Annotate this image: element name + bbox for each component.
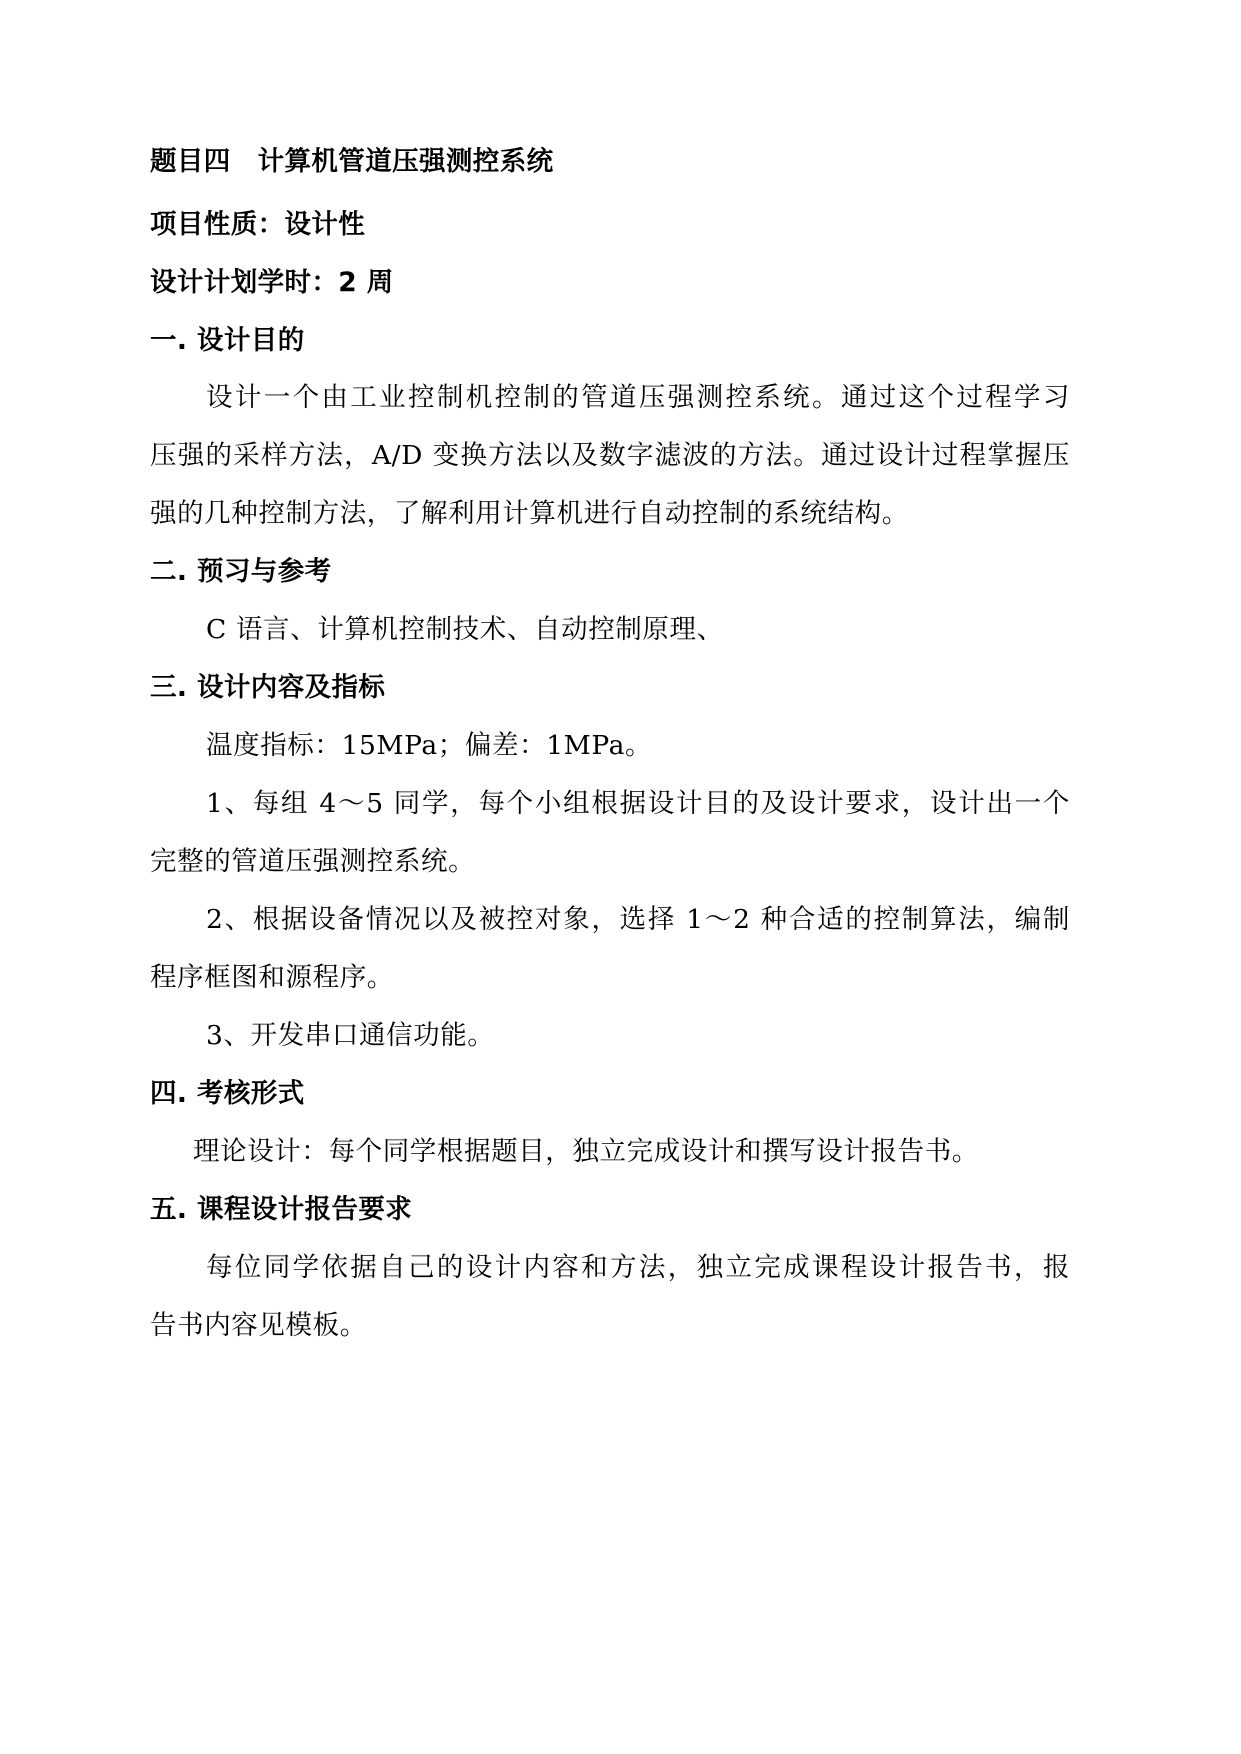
paragraph-line: 完整的管道压强测控系统。 xyxy=(150,846,476,877)
paragraph-line: 1、每组 4～5 同学，每个小组根据设计目的及设计要求，设计出一个 xyxy=(206,788,1070,819)
paragraph-line: 告书内容见模板。 xyxy=(150,1310,367,1341)
paragraph-line: C 语言、计算机控制技术、自动控制原理、 xyxy=(206,614,724,645)
paragraph-line: 3、开发串口通信功能。 xyxy=(206,1020,495,1051)
planned-hours: 设计计划学时：2 周 xyxy=(150,267,394,298)
paragraph-line: 压强的采样方法，A/D 变换方法以及数字滤波的方法。通过设计过程掌握压 xyxy=(150,440,1070,471)
section-heading-preview: 二. 预习与参考 xyxy=(150,556,332,587)
paragraph-line: 强的几种控制方法，了解利用计算机进行自动控制的系统结构。 xyxy=(150,498,909,529)
paragraph-line: 2、根据设备情况以及被控对象，选择 1～2 种合适的控制算法，编制 xyxy=(206,904,1070,935)
paragraph-line: 温度指标：15MPa；偏差：1MPa。 xyxy=(206,730,653,761)
paragraph-line: 设计一个由工业控制机控制的管道压强测控系统。通过这个过程学习 xyxy=(206,382,1070,413)
section-heading-assessment: 四. 考核形式 xyxy=(150,1078,305,1109)
section-heading-report: 五. 课程设计报告要求 xyxy=(150,1194,413,1225)
paragraph-line: 理论设计：每个同学根据题目，独立完成设计和撰写设计报告书。 xyxy=(193,1136,979,1167)
project-nature: 项目性质：设计性 xyxy=(150,209,366,240)
paragraph-line: 程序框图和源程序。 xyxy=(150,962,394,993)
section-heading-purpose: 一. 设计目的 xyxy=(150,325,305,356)
document-title: 题目四 计算机管道压强测控系统 xyxy=(150,146,554,177)
section-heading-content: 三. 设计内容及指标 xyxy=(150,672,386,703)
paragraph-line: 每位同学依据自己的设计内容和方法，独立完成课程设计报告书，报 xyxy=(206,1252,1070,1283)
